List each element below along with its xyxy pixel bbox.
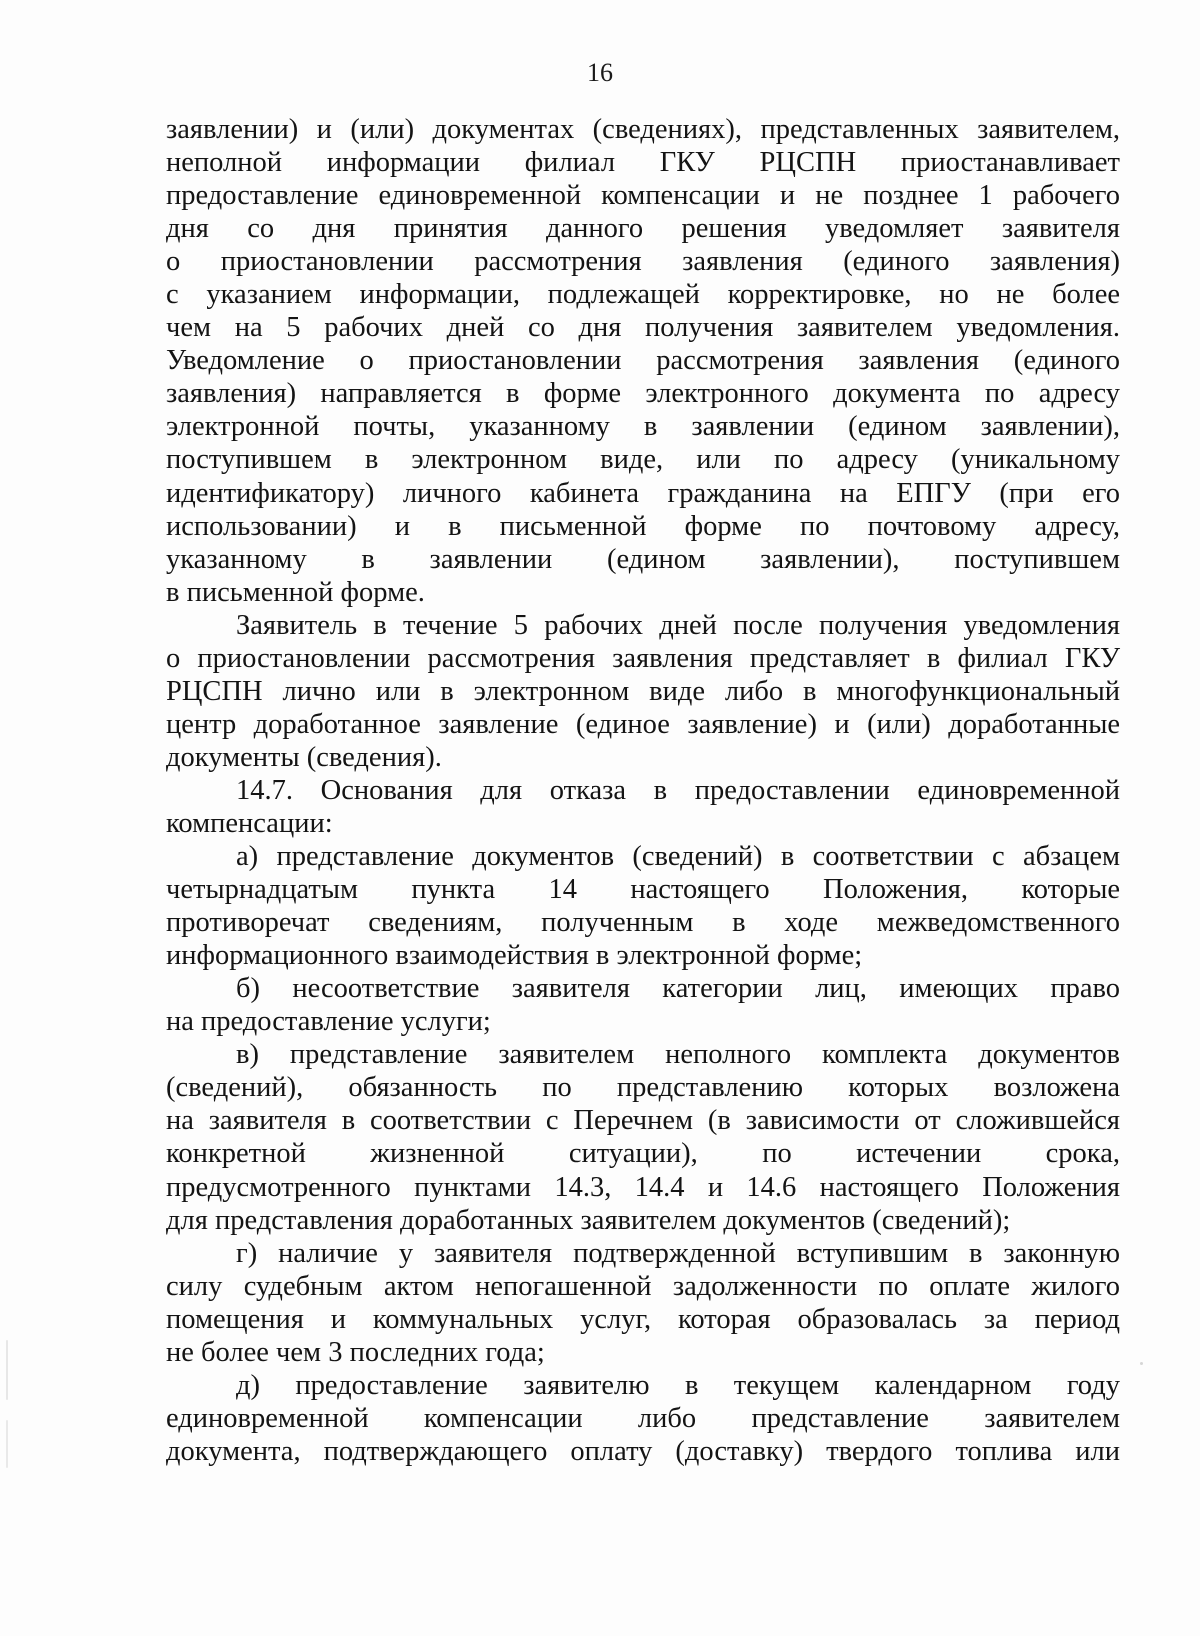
text-line: единовременной компенсации либо представление заявителем [166,1402,1120,1434]
text-line: компенсации: [166,807,333,839]
text-line: поступившем в электронном виде, или по адресу (уникальному [166,444,1120,476]
paragraph [166,840,1120,972]
text-line: 14.7. Основания для отказа в предоставлении единовременной [236,774,1120,806]
text-line: г) наличие у заявителя подтвержденной вступившим в законную [236,1237,1120,1269]
paragraph [166,1237,1120,1369]
text-line: электронной почты, указанному в заявлении (едином заявлении), [166,411,1120,443]
text-line: указанному в заявлении (едином заявлении), поступившем [166,543,1120,575]
paragraph [166,113,1120,609]
paragraph [166,1369,1120,1468]
text-line: в письменной форме. [166,576,425,608]
text-line: для представления доработанных заявителем документов (сведений); [166,1204,1011,1236]
page-number: 16 [587,58,613,87]
text-line: в) представление заявителем неполного комплекта документов [236,1039,1120,1071]
text-line: на предоставление услуги; [166,1006,491,1038]
text-line: Уведомление о приостановлении рассмотрения заявления (единого [166,345,1120,377]
text-line: информационного взаимодействия в электронной форме; [166,940,863,972]
text-line: силу судебным актом непогашенной задолженности по оплате жилого [166,1270,1120,1302]
text-line: на заявителя в соответствии с Перечнем (в зависимости от сложившейся [166,1105,1120,1137]
text-line: с указанием информации, подлежащей корректировке, но не более [166,279,1120,311]
scan-artifact [1140,1362,1143,1365]
text-line: чем на 5 рабочих дней со дня получения заявителем уведомления. [166,312,1120,344]
paragraph [166,972,1120,1038]
text-line: конкретной жизненной ситуации), по истечении срока, [166,1138,1120,1170]
text-line: предоставление единовременной компенсации и не позднее 1 рабочего [166,180,1120,212]
text-line: не более чем 3 последних года; [166,1336,545,1368]
text-line: центр доработанное заявление (единое заявление) и (или) доработанные [166,708,1120,740]
text-line: заявления) направляется в форме электронного документа по адресу [166,378,1120,410]
text-line: о приостановлении рассмотрения заявления (единого заявления) [166,246,1120,278]
document-body [166,113,1120,1468]
text-line: дня со дня принятия данного решения уведомляет заявителя [166,213,1120,245]
text-line: д) предоставление заявителю в текущем календарном году [236,1369,1120,1401]
paragraph [166,609,1120,774]
text-line: предусмотренного пунктами 14.3, 14.4 и 14.6 настоящего Положения [166,1171,1120,1203]
text-line: б) несоответствие заявителя категории лиц, имеющих право [236,973,1120,1005]
paragraph [166,1038,1120,1236]
text-line: неполной информации филиал ГКУ РЦСПН приостанавливает [166,147,1120,179]
text-line: о приостановлении рассмотрения заявления представляет в филиал ГКУ [166,642,1120,674]
text-line: помещения и коммунальных услуг, которая образовалась за период [166,1303,1120,1335]
paragraph [166,774,1120,840]
text-line: противоречат сведениям, полученным в ходе межведомственного [166,907,1120,939]
text-line: (сведений), обязанность по представлению которых возложена [166,1072,1120,1104]
text-line: документы (сведения). [166,741,442,773]
text-line: четырнадцатым пункта 14 настоящего Положения, которые [166,874,1120,906]
text-line: документа, подтверждающего оплату (доставку) твердого топлива или [166,1435,1120,1467]
scan-artifact [6,1420,8,1468]
text-line: а) представление документов (сведений) в соответствии с абзацем [236,841,1120,873]
scan-artifact [6,1340,8,1400]
text-line: использовании) и в письменной форме по почтовому адресу, [166,510,1120,542]
text-line: заявлении) и (или) документах (сведениях), представленных заявителем, [166,114,1120,145]
text-line: идентификатору) личного кабинета гражданина на ЕПГУ (при его [166,477,1120,509]
text-line: Заявитель в течение 5 рабочих дней после получения уведомления [236,609,1120,641]
text-line: РЦСПН лично или в электронном виде либо в многофункциональный [166,675,1120,707]
